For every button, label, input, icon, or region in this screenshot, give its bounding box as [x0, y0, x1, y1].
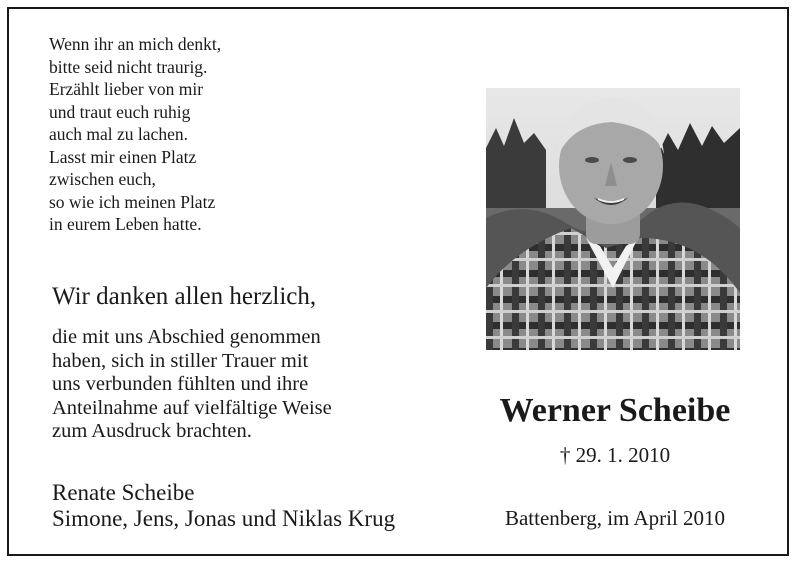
- poem-line: zwischen euch,: [49, 169, 156, 189]
- place-date: Battenberg, im April 2010: [504, 506, 726, 530]
- thanks-line: uns verbunden fühlten und ihre: [52, 373, 309, 395]
- poem-line: Lasst mir einen Platz: [49, 146, 197, 167]
- thanks-line: die mit uns Abschied genommen: [52, 326, 321, 348]
- thanks-line: haben, sich in stiller Trauer mit: [52, 349, 309, 372]
- thanks-heading: Wir danken allen herzlich,: [52, 283, 317, 310]
- signer-name: Simone, Jens, Jonas und Niklas Krug: [52, 506, 396, 531]
- deceased-name: Werner Scheibe: [499, 392, 731, 429]
- poem-line: Erzählt lieber von mir: [49, 79, 204, 99]
- death-date: † 29. 1. 2010: [559, 443, 671, 467]
- poem-line: so wie ich meinen Platz: [49, 191, 216, 212]
- poem-line: und traut euch ruhig: [49, 101, 191, 122]
- poem: [49, 33, 221, 236]
- poem-line: bitte seid nicht traurig.: [49, 56, 208, 77]
- portrait-photo: [486, 88, 740, 350]
- signers: [52, 480, 395, 532]
- signer-name: Renate Scheibe: [52, 480, 195, 505]
- thanks-line: Anteilnahme auf vielfältige Weise: [52, 396, 332, 419]
- thanks-line: zum Ausdruck brachten.: [52, 420, 252, 442]
- thanks-text: [52, 326, 332, 444]
- poem-line: Wenn ihr an mich denkt,: [49, 34, 222, 54]
- poem-line: in eurem Leben hatte.: [49, 214, 202, 234]
- poem-line: auch mal zu lachen.: [49, 124, 188, 144]
